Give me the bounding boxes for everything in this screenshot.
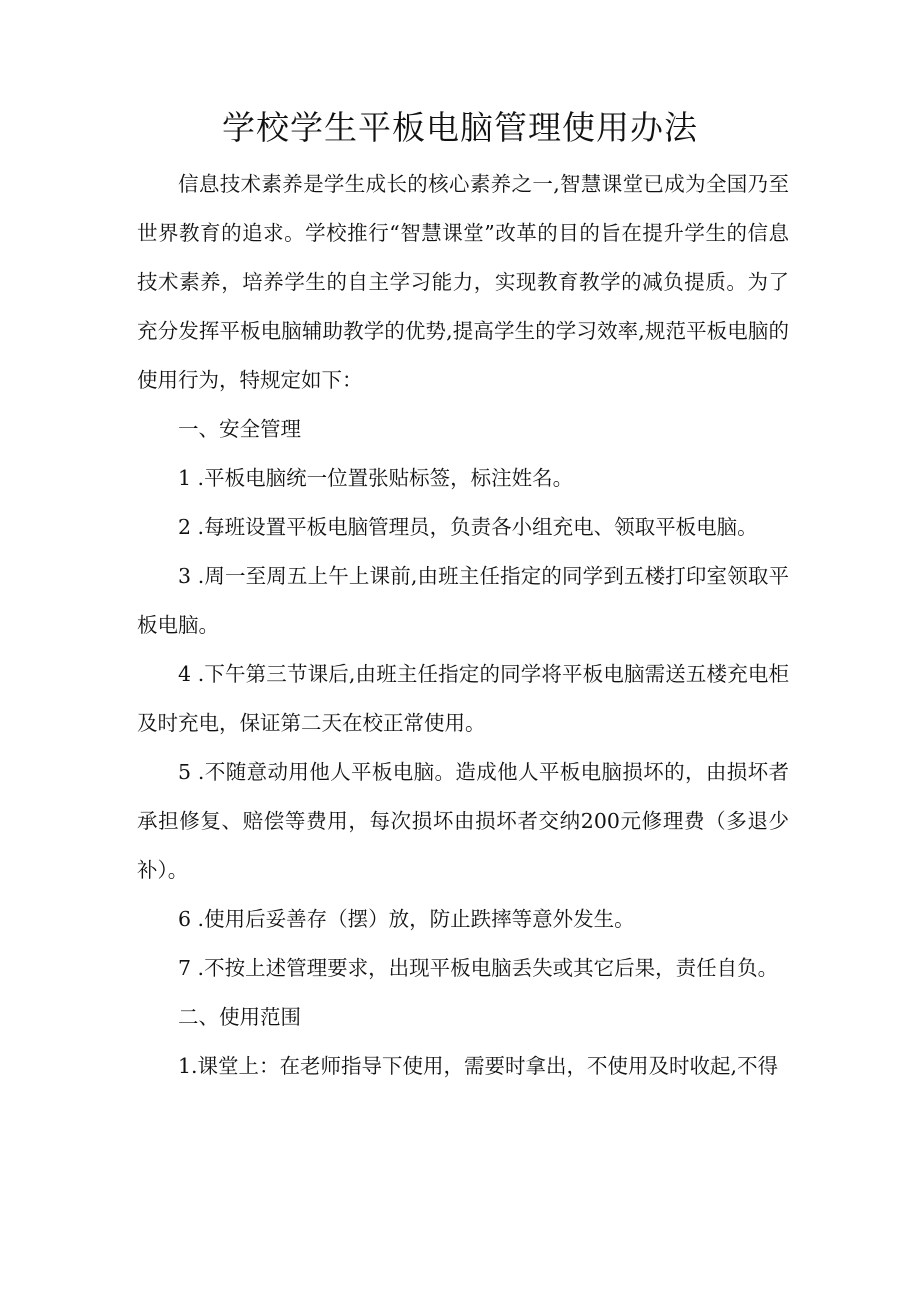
safety-item-2: 2 .每班设置平板电脑管理员，负责各小组充电、领取平板电脑。 — [178, 515, 758, 539]
intro-paragraph: 信息技术素养是学生成长的核心素养之一,智慧课堂已成为全国乃至世界教育的追求。学校推行“智慧课堂”改革的目的旨在提升学生的信息技术素养，培养学生的自主学习能力，实现教育教学的减负提质。为了充分发挥平板电脑辅助教学的优势,提高学生的学习效率,规范平板电脑的使用行为，特规定如下： — [137, 172, 789, 392]
safety-item-6: 6 .使用后妥善存（摆）放，防止跌摔等意外发生。 — [178, 907, 635, 931]
section-heading-safety: 一、安全管理 — [178, 417, 301, 441]
document-body — [137, 160, 789, 1091]
usage-item-1: 1.课堂上：在老师指导下使用，需要时拿出，不使用及时收起,不得 — [178, 1054, 779, 1078]
safety-item-3: 3 .周一至周五上午上课前,由班主任指定的同学到五楼打印室领取平板电脑。 — [137, 564, 789, 637]
safety-item-7: 7 .不按上述管理要求，出现平板电脑丢失或其它后果，责任自负。 — [178, 956, 779, 980]
safety-item-1: 1 .平板电脑统一位置张贴标签，标注姓名。 — [178, 466, 574, 490]
safety-item-5: 5 .不随意动用他人平板电脑。造成他人平板电脑损坏的，由损坏者承担修复、赔偿等费用，每次损坏由损坏者交纳200元修理费（多退少补）。 — [137, 760, 789, 882]
safety-item-4: 4 .下午第三节课后,由班主任指定的同学将平板电脑需送五楼充电柜及时充电，保证第二天在校正常使用。 — [137, 662, 789, 735]
section-heading-usage: 二、使用范围 — [178, 1005, 301, 1029]
document-title: 学校学生平板电脑管理使用办法 — [222, 108, 698, 147]
